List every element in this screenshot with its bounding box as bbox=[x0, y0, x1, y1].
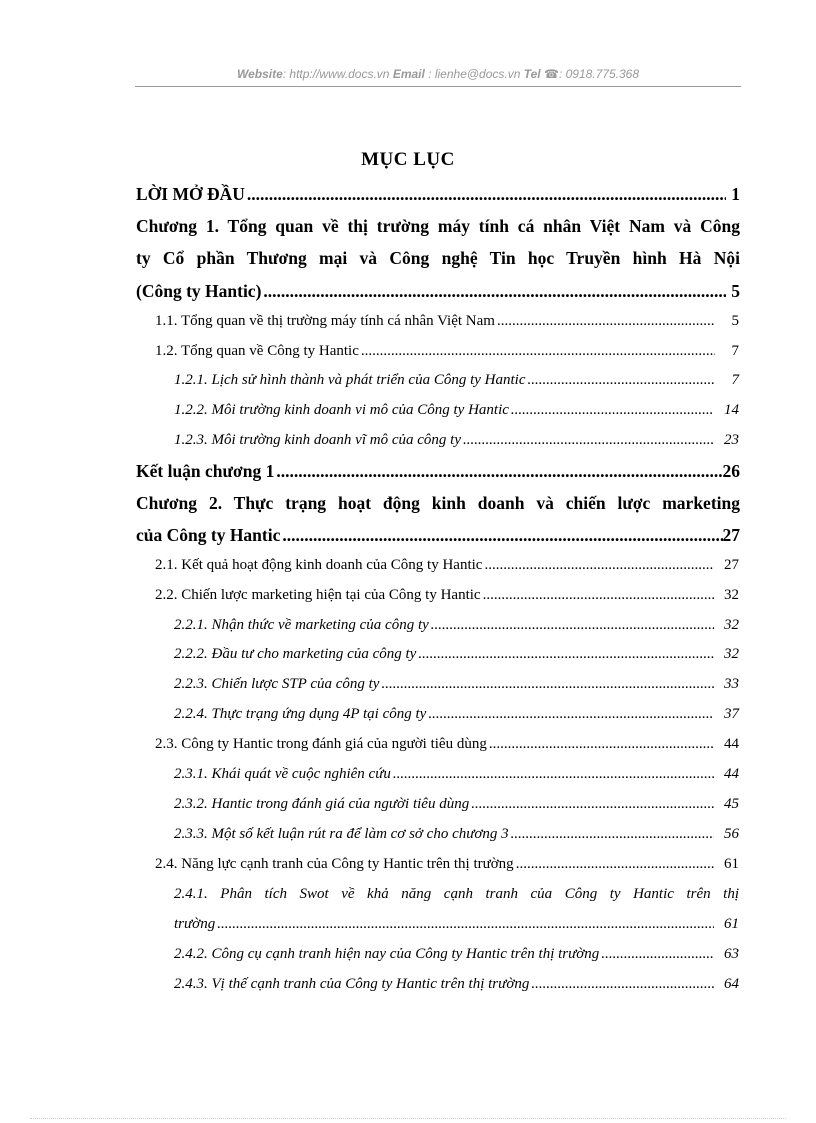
toc-entry-text: 1.1. Tổng quan về thị trường máy tính cá nhân Việt Nam bbox=[155, 313, 495, 329]
toc-entry-2-2[interactable] bbox=[155, 587, 739, 617]
email-value: : lienhe@docs.vn bbox=[428, 67, 521, 81]
toc-entry-text: 1.2.1. Lịch sử hình thành và phát triển của Công ty Hantic bbox=[174, 372, 526, 388]
toc-page-number: 7 bbox=[731, 343, 739, 359]
toc-entry-text: 2.3.1. Khái quát về cuộc nghiên cứu bbox=[174, 766, 391, 782]
toc-entry-text: 2.3.3. Một số kết luận rút ra để làm cơ sở cho chương 3 bbox=[174, 826, 509, 842]
toc-leader bbox=[428, 706, 714, 723]
toc-entry-text: của Công ty Hantic bbox=[136, 525, 281, 545]
toc-entry-text: LỜI MỞ ĐẦU bbox=[136, 184, 245, 204]
toc-entry-1-1[interactable] bbox=[155, 313, 739, 343]
toc-leader bbox=[217, 916, 714, 933]
toc-leader bbox=[263, 281, 726, 302]
toc-entry-1-2-1[interactable] bbox=[174, 372, 739, 402]
toc-entry-2-3[interactable] bbox=[155, 736, 739, 766]
toc-leader bbox=[484, 557, 714, 574]
toc-page-number: 5 bbox=[731, 281, 740, 301]
footer-divider bbox=[30, 1118, 786, 1119]
toc-entry-text: 2.2.4. Thực trạng ứng dụng 4P tại công ty bbox=[174, 706, 427, 722]
toc-leader bbox=[276, 461, 722, 482]
toc-page-number: 32 bbox=[724, 617, 739, 633]
header-divider bbox=[135, 86, 741, 87]
tel-label: Tel bbox=[523, 67, 541, 81]
toc-page-number: 27 bbox=[722, 525, 740, 545]
toc-entry-2-1[interactable] bbox=[155, 557, 739, 587]
website-label: Website bbox=[236, 67, 283, 81]
toc-page-number: 5 bbox=[731, 313, 739, 329]
toc-leader bbox=[528, 372, 716, 389]
toc-leader bbox=[531, 976, 714, 993]
toc-leader bbox=[497, 313, 715, 330]
toc-entry-2-4-2[interactable] bbox=[174, 946, 739, 976]
toc-entry-2-4-1-line1[interactable]: 2.4.1. Phân tích Swot về khả năng cạnh tranh của Công ty Hantic trên thị bbox=[174, 886, 739, 902]
toc-leader bbox=[247, 184, 726, 205]
toc-page-number: 45 bbox=[724, 796, 739, 812]
toc-leader bbox=[282, 525, 722, 546]
toc-leader bbox=[516, 856, 714, 873]
toc-entry-2-4-1[interactable] bbox=[174, 916, 739, 946]
toc-entry-text: 1.2.2. Môi trường kinh doanh vi mô của Công ty Hantic bbox=[174, 402, 509, 418]
toc-leader bbox=[418, 646, 714, 663]
toc-entry-conclusion-1[interactable] bbox=[136, 461, 740, 491]
toc-entry-1-2-2[interactable] bbox=[174, 402, 739, 432]
page-title: MỤC LỤC bbox=[361, 149, 455, 170]
toc-entry-text: 2.2.1. Nhận thức về marketing của công ty bbox=[174, 617, 429, 633]
toc-entry-2-2-4[interactable] bbox=[174, 706, 739, 736]
email-label: Email bbox=[392, 67, 425, 81]
toc-entry-text: (Công ty Hantic) bbox=[136, 281, 262, 301]
toc-entry-intro[interactable] bbox=[136, 184, 740, 214]
toc-entry-text: 2.4.2. Công cụ cạnh tranh hiện nay của Công ty Hantic trên thị trường bbox=[174, 946, 600, 962]
toc-page-number: 44 bbox=[724, 766, 739, 782]
toc-page-number: 33 bbox=[724, 676, 739, 692]
toc-leader bbox=[381, 676, 714, 693]
toc-page-number: 32 bbox=[724, 587, 739, 603]
toc-entry-text: 2.3. Công ty Hantic trong đánh giá của người tiêu dùng bbox=[155, 736, 487, 752]
toc-page-number: 61 bbox=[724, 916, 739, 932]
toc-page-number: 7 bbox=[731, 372, 739, 388]
toc-entry-text: trường bbox=[174, 916, 216, 932]
toc-entry-text: 2.2.2. Đầu tư cho marketing của công ty bbox=[174, 646, 417, 662]
toc-leader bbox=[601, 946, 714, 963]
toc-entry-text: 2.1. Kết quả hoạt động kinh doanh của Công ty Hantic bbox=[155, 557, 483, 573]
toc-page-number: 26 bbox=[722, 461, 740, 481]
toc-entry-text: 2.3.2. Hantic trong đánh giá của người tiêu dùng bbox=[174, 796, 470, 812]
toc-leader bbox=[361, 343, 715, 360]
toc-leader bbox=[511, 402, 714, 419]
toc-entry-2-2-3[interactable] bbox=[174, 676, 739, 706]
page-header bbox=[135, 67, 741, 81]
toc-entry-text: 2.2.3. Chiến lược STP của công ty bbox=[174, 676, 380, 692]
toc-entry-2-3-3[interactable] bbox=[174, 826, 739, 856]
toc-entry-ch2-line1[interactable]: Chương 2. Thực trạng hoạt động kinh doanh và chiến lược marketing bbox=[136, 493, 740, 513]
toc-leader bbox=[489, 736, 714, 753]
toc-entry-2-3-1[interactable] bbox=[174, 766, 739, 796]
toc-page-number: 56 bbox=[724, 826, 739, 842]
toc-page-number: 37 bbox=[724, 706, 739, 722]
toc-page-number: 61 bbox=[724, 856, 739, 872]
toc-page-number: 64 bbox=[724, 976, 739, 992]
toc-entry-ch1-line2[interactable]: ty Cổ phần Thương mại và Công nghệ Tin học Truyền hình Hà Nội bbox=[136, 248, 740, 268]
toc-leader bbox=[393, 766, 714, 783]
toc-entry-2-3-2[interactable] bbox=[174, 796, 739, 826]
tel-value: : 0918.775.368 bbox=[558, 67, 640, 81]
toc-entry-text: 1.2. Tổng quan về Công ty Hantic bbox=[155, 343, 359, 359]
toc-entry-1-2-3[interactable] bbox=[174, 432, 739, 462]
toc-entry-text: 1.2.3. Môi trường kinh doanh vĩ mô của công ty bbox=[174, 432, 461, 448]
toc-leader bbox=[463, 432, 714, 449]
toc-entry-text: 2.4. Năng lực cạnh tranh của Công ty Hantic trên thị trường bbox=[155, 856, 514, 872]
toc-page-number: 44 bbox=[724, 736, 739, 752]
toc-page-number: 32 bbox=[724, 646, 739, 662]
toc-page-number: 63 bbox=[724, 946, 739, 962]
toc-entry-text: 2.2. Chiến lược marketing hiện tại của Công ty Hantic bbox=[155, 587, 481, 603]
toc-leader bbox=[511, 826, 714, 843]
website-value: : http://www.docs.vn bbox=[282, 67, 390, 81]
toc-entry-text: 2.4.3. Vị thế cạnh tranh của Công ty Hantic trên thị trường bbox=[174, 976, 530, 992]
toc-entry-ch1-line1[interactable]: Chương 1. Tổng quan về thị trường máy tính cá nhân Việt Nam và Công bbox=[136, 216, 740, 236]
toc-page-number: 1 bbox=[731, 184, 740, 204]
toc-leader bbox=[471, 796, 714, 813]
toc-page-number: 27 bbox=[724, 557, 739, 573]
toc-entry-2-2-1[interactable] bbox=[174, 617, 739, 647]
toc-entry-ch1[interactable] bbox=[136, 281, 740, 311]
toc-page-number: 23 bbox=[724, 432, 739, 448]
toc-entry-2-4[interactable] bbox=[155, 856, 739, 886]
phone-icon: ☎ bbox=[544, 67, 559, 81]
toc-entry-text: Kết luận chương 1 bbox=[136, 461, 275, 481]
toc-entry-1-2[interactable] bbox=[155, 343, 739, 373]
toc-entry-2-2-2[interactable] bbox=[174, 646, 739, 676]
toc-page-number: 14 bbox=[724, 402, 739, 418]
toc-entry-ch2[interactable] bbox=[136, 525, 740, 555]
toc-leader bbox=[483, 587, 714, 604]
toc-entry-2-4-3[interactable] bbox=[174, 976, 739, 1006]
toc-leader bbox=[431, 617, 714, 634]
